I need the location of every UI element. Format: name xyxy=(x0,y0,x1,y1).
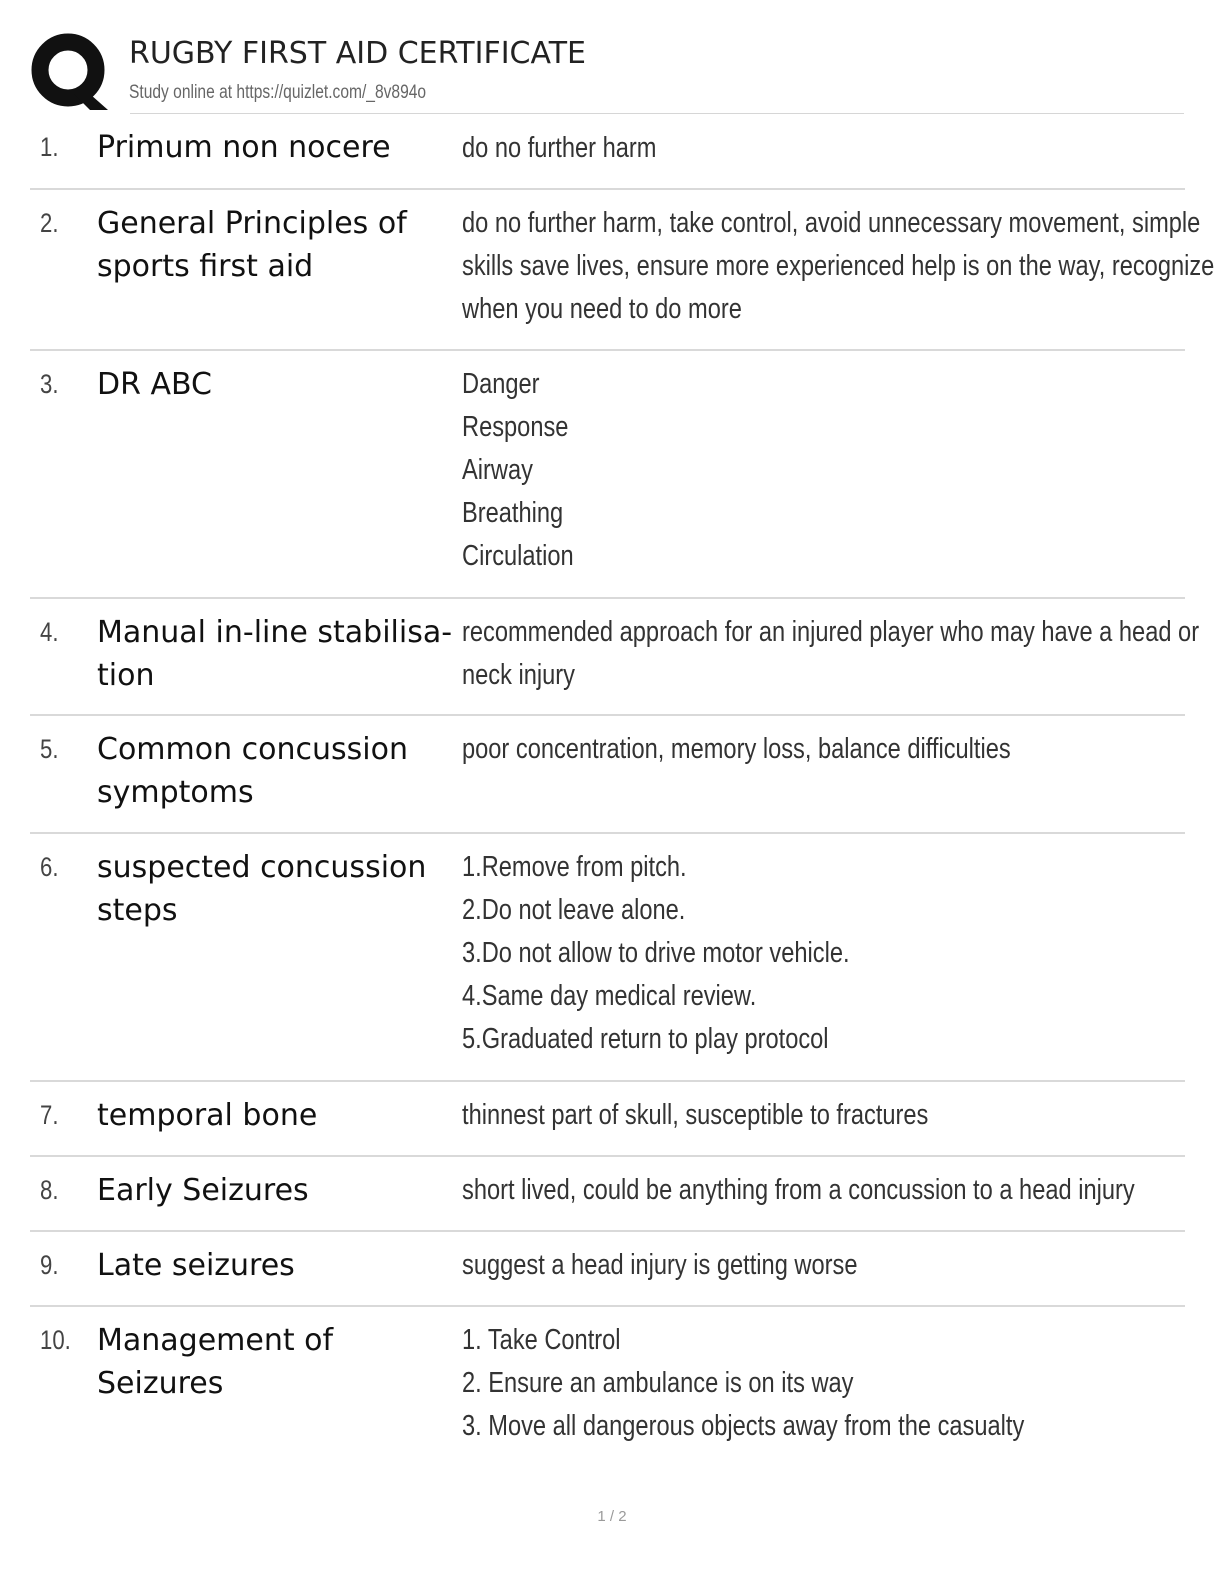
flashcard xyxy=(30,1157,1185,1232)
card-term: Primum non nocere xyxy=(97,130,391,165)
card-term: General Principles of sports first aid xyxy=(97,206,407,284)
card-number: 3. xyxy=(40,369,59,399)
card-term: Management of Seizures xyxy=(97,1323,334,1401)
flashcard xyxy=(30,190,1215,351)
quizlet-q-logo-icon xyxy=(30,32,110,112)
card-number: 10. xyxy=(40,1325,71,1355)
study-online-link[interactable]: Study online at https://quizlet.com/_8v894o xyxy=(129,82,427,103)
card-definition xyxy=(462,127,1163,170)
card-term: Early Seizures xyxy=(97,1173,309,1208)
definition-line: 2.Do not leave alone. xyxy=(462,894,686,926)
definition-line: Circulation xyxy=(462,540,574,572)
definition-line: Breathing xyxy=(462,497,564,529)
definition-line: recommended approach for an injured player who may have a head or xyxy=(462,616,1200,648)
card-definition xyxy=(462,202,1215,331)
definition-line: short lived, could be anything from a concussion to a head injury xyxy=(462,1174,1135,1206)
card-number: 1. xyxy=(40,132,59,162)
definition-line: Airway xyxy=(462,454,533,486)
card-term: DR ABC xyxy=(97,367,213,402)
page-number: 1 / 2 xyxy=(597,1508,627,1525)
flashcard xyxy=(30,1232,1185,1307)
card-definition xyxy=(462,1244,1163,1287)
definition-line: do no further harm xyxy=(462,132,657,164)
definition-line: do no further harm, take control, avoid unnecessary movement, simple xyxy=(462,207,1201,239)
card-definition xyxy=(462,1169,1163,1212)
card-number: 9. xyxy=(40,1250,59,1280)
card-definition xyxy=(462,846,1163,1061)
flashcard xyxy=(30,716,1185,834)
flashcard xyxy=(30,599,1200,716)
card-term: Common concussion symptoms xyxy=(97,732,408,810)
definition-line: skills save lives, ensure more experienced help is on the way, recognize xyxy=(462,250,1215,282)
card-number: 5. xyxy=(40,734,59,764)
card-term: Manual in-line stabilisa-tion xyxy=(97,615,453,693)
definition-line: thinnest part of skull, susceptible to fractures xyxy=(462,1099,929,1131)
card-number: 4. xyxy=(40,617,59,647)
document-title: RUGBY FIRST AID CERTIFICATE xyxy=(129,36,586,71)
document-header xyxy=(30,28,1185,114)
card-definition xyxy=(462,1094,1163,1137)
flashcard xyxy=(30,114,1185,190)
definition-line: Response xyxy=(462,411,569,443)
definition-line: Danger xyxy=(462,368,540,400)
definition-line: 1. Take Control xyxy=(462,1324,621,1356)
card-number: 2. xyxy=(40,208,59,238)
definition-line: 2. Ensure an ambulance is on its way xyxy=(462,1367,854,1399)
definition-line: poor concentration, memory loss, balance difficulties xyxy=(462,733,1011,765)
card-definition xyxy=(462,728,1163,771)
definition-line: when you need to do more xyxy=(462,293,742,325)
card-term: suspected concussion steps xyxy=(97,850,427,928)
card-definition xyxy=(462,611,1200,697)
card-number: 6. xyxy=(40,852,59,882)
card-term: Late seizures xyxy=(97,1248,295,1283)
flashcard xyxy=(30,834,1185,1082)
definition-line: suggest a head injury is getting worse xyxy=(462,1249,858,1281)
flashcard xyxy=(30,1307,1185,1467)
definition-line: 1.Remove from pitch. xyxy=(462,851,687,883)
definition-line: 3. Move all dangerous objects away from the casualty xyxy=(462,1410,1025,1442)
card-number: 7. xyxy=(40,1100,59,1130)
card-definition xyxy=(462,363,1163,578)
flashcard xyxy=(30,351,1185,599)
card-number: 8. xyxy=(40,1175,59,1205)
definition-line: 5.Graduated return to play protocol xyxy=(462,1023,829,1055)
flashcard xyxy=(30,1082,1185,1157)
card-definition xyxy=(462,1319,1163,1448)
definition-line: neck injury xyxy=(462,659,575,691)
definition-line: 4.Same day medical review. xyxy=(462,980,757,1012)
definition-line: 3.Do not allow to drive motor vehicle. xyxy=(462,937,850,969)
card-term: temporal bone xyxy=(97,1098,318,1133)
